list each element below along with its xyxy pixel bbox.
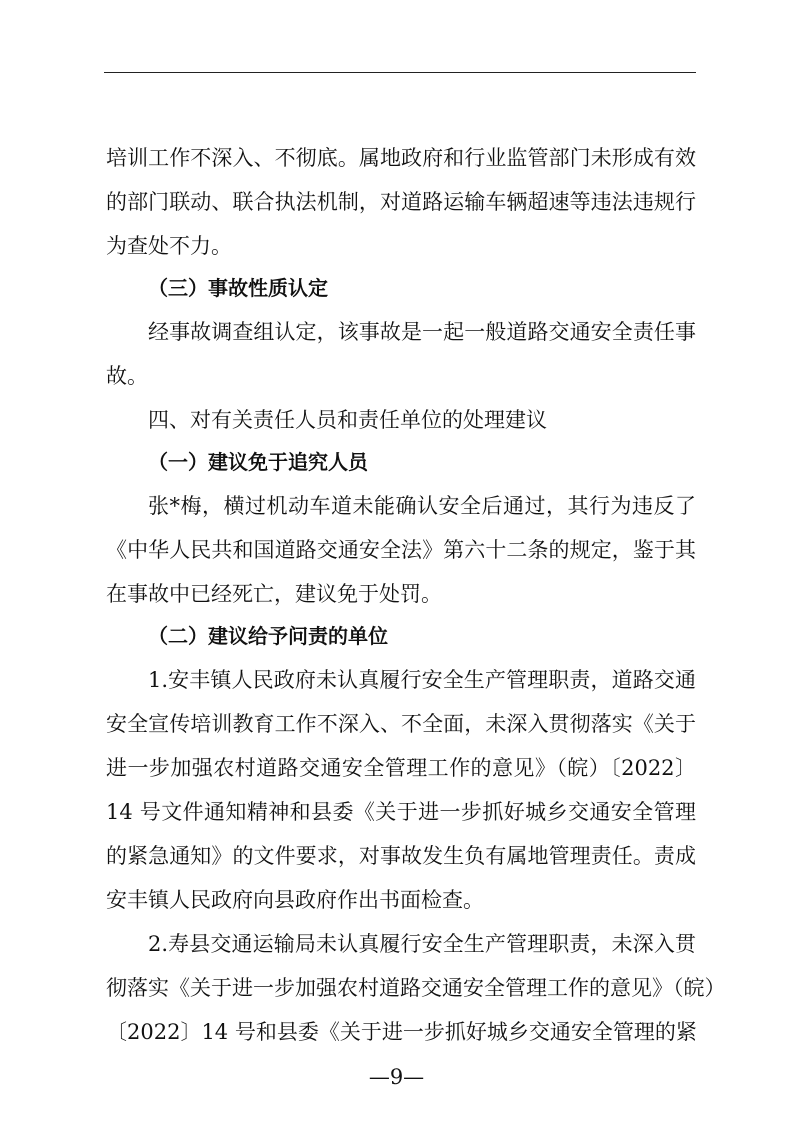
subsection-heading: （三）事故性质认定 bbox=[148, 276, 328, 300]
body-line: 的部门联动、联合执法机制，对道路运输车辆超速等违法违规行 bbox=[106, 190, 696, 214]
page-number: —9— bbox=[368, 1065, 425, 1089]
body-line: 张*梅，横过机动车道未能确认安全后通过，其行为违反了 bbox=[148, 494, 696, 518]
header-rule bbox=[104, 72, 696, 73]
body-line-last: 〔2022〕14 号和县委《关于进一步抓好城乡交通安全管理的紧 bbox=[106, 1020, 697, 1044]
section-heading: 四、对有关责任人员和责任单位的处理建议 bbox=[148, 408, 547, 432]
body-line: 1.安丰镇人民政府未认真履行安全生产管理职责，道路交通 bbox=[148, 668, 696, 692]
body-line: 14 号文件通知精神和县委《关于进一步抓好城乡交通安全管理 bbox=[106, 800, 696, 824]
body-line: 2.寿县交通运输局未认真履行安全生产管理职责，未深入贯 bbox=[148, 932, 696, 956]
body-line: 故。 bbox=[106, 364, 148, 388]
body-line: 在事故中已经死亡，建议免于处罚。 bbox=[106, 582, 442, 606]
body-line: 安丰镇人民政府向县政府作出书面检查。 bbox=[106, 888, 484, 912]
body-line: 《中华人民共和国道路交通安全法》第六十二条的规定，鉴于其 bbox=[106, 538, 696, 562]
body-line: 安全宣传培训教育工作不深入、不全面，未深入贯彻落实《关于 bbox=[106, 712, 696, 736]
body-line: 培训工作不深入、不彻底。属地政府和行业监管部门未形成有效 bbox=[106, 146, 696, 170]
subsection-heading: （一）建议免于追究人员 bbox=[148, 450, 368, 474]
body-line: 为查处不力。 bbox=[106, 234, 232, 258]
body-line: 的紧急通知》的文件要求，对事故发生负有属地管理责任。责成 bbox=[106, 844, 696, 868]
body-line: 彻落实《关于进一步加强农村道路交通安全管理工作的意见》（皖） bbox=[106, 976, 726, 1000]
body-line: 经事故调查组认定，该事故是一起一般道路交通安全责任事 bbox=[148, 320, 696, 344]
subsection-heading: （二）建议给予问责的单位 bbox=[148, 624, 388, 648]
body-line: 进一步加强农村道路交通安全管理工作的意见》（皖）〔2022〕 bbox=[106, 756, 696, 780]
